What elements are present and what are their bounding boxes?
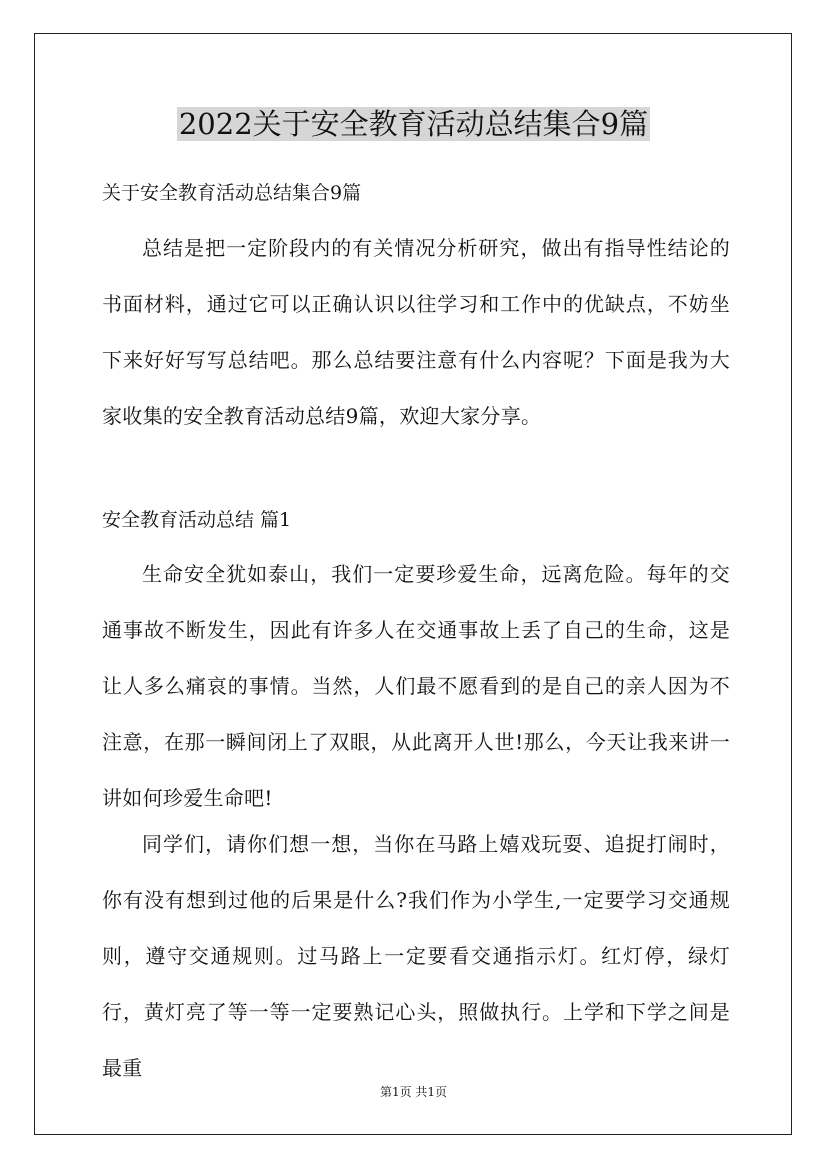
body-paragraph-1: 生命安全犹如泰山，我们一定要珍爱生命，远离危险。每年的交通事故不断发生，因此有许多人在交通事故上丢了自己的生命，这是让人多么痛哀的事情。当然，人们最不愿看到的是自己的亲人因为不注意，在那一瞬间闭上了双眼，从此离开人世!那么，今天让我来讲一讲如何珍爱生命吧! bbox=[102, 562, 730, 810]
intro-paragraph: 总结是把一定阶段内的有关情况分析研究，做出有指导性结论的书面材料，通过它可以正确认识以往学习和工作中的优缺点，不妨坐下来好好写写总结吧。那么总结要注意有什么内容呢？下面是我为大家收集的安全教育活动总结9篇，欢迎大家分享。 bbox=[102, 236, 730, 428]
document-title bbox=[0, 104, 827, 144]
document-subtitle: 关于安全教育活动总结集合9篇 bbox=[102, 182, 362, 204]
section-heading: 安全教育活动总结 篇1 bbox=[102, 509, 292, 531]
document-title-text: 2022关于安全教育活动总结集合9篇 bbox=[178, 107, 649, 141]
body-paragraph-2: 同学们，请你们想一想，当你在马路上嬉戏玩耍、追捉打闹时，你有没有想到过他的后果是什么?我们作为小学生,一定要学习交通规则，遵守交通规则。过马路上一定要看交通指示灯。红灯停，绿灯行，黄灯亮了等一等一定要熟记心头，照做执行。上学和下学之间是最重 bbox=[102, 832, 730, 1080]
page-footer: 第1页 共1页 bbox=[379, 1085, 448, 1099]
